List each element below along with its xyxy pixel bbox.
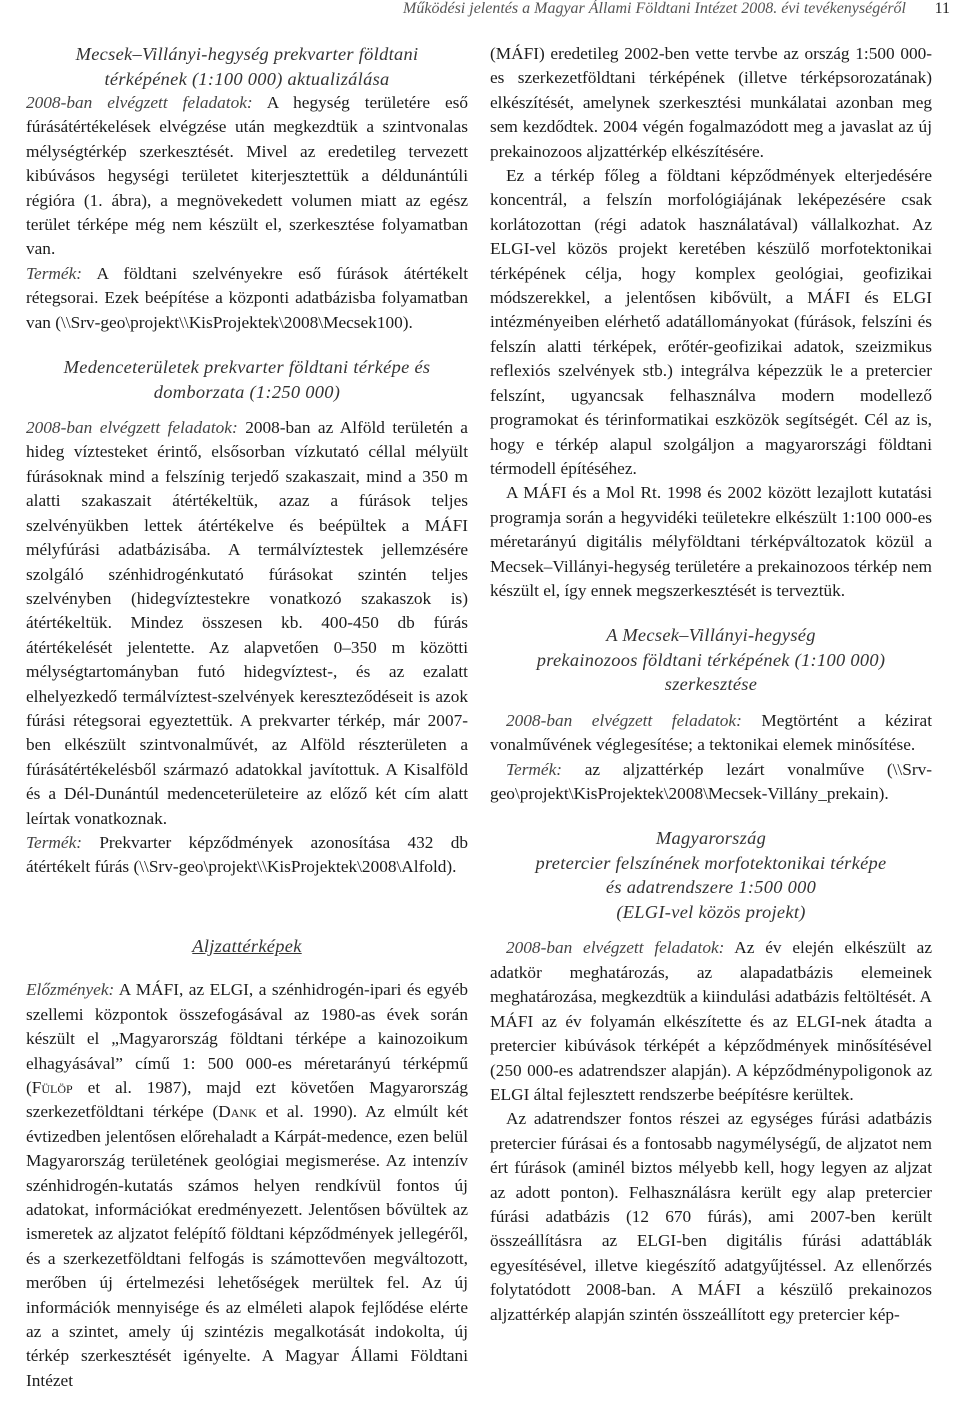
left-column [26,42,468,1393]
section-title-line: domborzata (1:250 000) [153,381,341,402]
paragraph-label: Előzmények: [26,980,115,1000]
author-name: Fülöp [31,1077,73,1097]
paragraph-text: A földtani szelvényekre eső fúrások átértékelt rétegsorai. Ezek beépítése a központi adatbázisba folyamatban van (\\Srv-geo\projekt\\KisProjektek\2008\Mecsek100). [26,263,468,332]
running-title: Működési jelentés a Magyar Állami Földtani Intézet 2008. évi tevékenységéről [403,0,906,17]
section-title-line: A Mecsek–Villányi-hegység [606,625,816,646]
paragraph-label: Termék: [26,832,82,852]
paragraph-text: Megtörtént a kézirat vonalművének véglegesítése; a tektonikai elemek minősítése. [490,710,932,755]
section-title-line: (ELGI-vel közös projekt) [616,901,806,922]
section-title-line: Medenceterületek prekvarter földtani térképe és [63,357,431,378]
paragraph: A MÁFI és a Mol Rt. 1998 és 2002 között lezajlott kutatási programja során a hegyvidéki teületekre elkészült 1:100 000-es méretarányú digitális mélyföldtani térképváltozatok közül a Mecsek–Villányi-hegység területére a prekainozoos térkép nem készült el, így ennek megszerkesztését is terveztük. [490,483,932,600]
paragraph [490,936,932,1107]
paragraph: (MÁFI) eredetileg 2002-ben vette tervbe az ország 1:500 000-es szerkezetföldtani térképének (illetve térképsorozatának) elkészítését, amelynek szerkesztési munkálatai azonban meg sem kezdődtek. 2004 végén fogalmazódott meg a javaslat az új prekainozoos aljzattérkép elkészítésére. [490,44,932,161]
section-title-line: Magyarország [655,828,767,849]
section-title [490,826,932,924]
product-paragraph [26,262,468,335]
paragraph-text: Prekvarter képződmények azonosítása 432 db átértékelt fúrás (\\Srv-geo\projekt\\KisProjektek\2008\Alfold). [26,832,468,877]
paragraph-label: Termék: [26,263,82,283]
section-mecsek-villany [26,42,468,335]
paragraph [26,416,468,831]
paragraph-text: A hegység területére eső fúrásátértékelések elvégzése után megkezdtük a szintvonalas mélységtérkép szerkesztését. Mivel az eredetileg tervezett kibúvásos hegységi területet kiterjesztettük a déldunántúli régióra (1. ábra), a megnövekedett volumen miatt az egész terület térképe még nem készült el, szerkesztése folyamatban van. [26,93,468,259]
section-title-line: térképének (1:100 000) aktualizálása [104,68,390,89]
paragraph-label: Termék: [506,759,562,779]
section-title-line: Mecsek–Villányi-hegység prekvarter földtani [75,44,419,64]
paragraph-label: 2008-ban elvégzett feladatok: [26,93,253,112]
product-paragraph [490,758,932,807]
right-column [490,42,932,1327]
section-morfotektonikai [490,826,932,1327]
paragraph-text: et al. 1990). Az elmúlt két évtizedben jelentősen előrehaladt a Kárpát-medence, ezen belül Magyarország területének geológiai megismerése. Az intenzív szénhidrogén-kutatás számos helyen rendkívül fontos új adatokat, információkat eredményezett. Jelentősen bővültek az ismeretek az aljzatot felépítő földtani képződmények jellegéről, és a szerkezetföldtani felfogás is számottevően megváltozott, merőben új értelmezési lehetőségek merültek fel. Az új információk mennyisége és az elméleti alapok fejlődése elérte az a szintet, amely új szintézis megalkotását indokolta, új térkép szerkesztését igényelte. A Magyar Állami Földtani Intézet [26,1102,468,1390]
product-paragraph [26,831,468,880]
section-title [490,623,932,697]
section-title-line: és adatrendszere 1:500 000 [605,877,817,898]
section-mecsek-prekainozoos [490,623,932,806]
page-number: 11 [934,0,950,17]
paragraph [490,709,932,758]
author-name: Dank [218,1102,257,1122]
paragraph [26,91,468,262]
section-title [26,42,468,91]
section-title: Aljzattérképek [192,935,302,956]
paragraph-text: 2008-ban az Alföld területén a hideg víztesteket érintő, elsősorban vízkutató céllal mélyült fúrásoknak mind a felszínig terjedő szakaszait, mind a 350 m alatti szakaszait átértékeltük, azaz a fúrások teljes szelvényükben lettek átértékelve és beépültek a MÁFI mélyfúrási adatbázisába. A termálvíztestek jellemzésére szolgáló szénhidrogénkutató fúrásokat szintén teljes szelvényben (hidegvíztestekre vonatkozó szakaszok is) átértékeltük. Mindez összesen kb. 400-450 db fúrás átértékelését jelentette. Az alapvetően 0–350 m közötti mélységtartományban futó hidegvíztest-, és az ezalatt elhelyezkedő termálvíztest-szelvények kereszteződéseit is azok fúrási rétegsorai egyeztettük. A prekvarter térkép, már 2007-ben elkészült szintvonalművét, az Alföld részterületen a fúrásátértékelésből származó adatokkal javítottuk. A Kisalföld és a Dél-Dunántúl medenceterületeire az előző két cím alatt leírtak vonatkoznak. [26,418,468,828]
paragraph-text: A MÁFI, az ELGI, a szénhidrogén-ipari és egyéb szellemi központok összefogásával az 1980-as évek során készült el „Magyarország földtani térképe a kainozoikum elhagyásával” című 1: 500 000-es méretarányú térképmű ( [26,980,468,1097]
paragraph: Ez a térkép főleg a földtani képződmények elterjedésére koncentrál, a felszín morfológiájának leképezésére csak korlátozottan (régi adatok használatával) vállalkozhat. Az ELGI-vel közös projekt keretében készülő morfotektonikai térképének célja, hogy komplex geológiai, geofizikai módszerekkel, a jelentősen kibővült, a MÁFI és ELGI intézményeiben elérhető adatállományokat (fúrások, felszíni és felszín alatti térképek, erőtér-geofizikai adatok, szeizmikus reflexiós szelvények stb.) integrálva képezzük le a pretercier felszínt, ugyancsak felhasználva modern modellező programokat és térinformatikai eszközök segítségét. Cél az is, hogy e térkép alapul szolgáljon a magyarországi földtani térmodell építéséhez. [490,166,932,478]
running-header [0,0,960,20]
paragraph [26,978,468,1393]
section-continuation [490,42,932,603]
paragraph-text: Az év elején elkészült az adatkör meghatározás, az alapadatbázis elemeinek meghatározása, megkezdtük a kiindulási adatbázis feltöltését. A MÁFI az év folyamán elkészítette és az ELGI-nek átadta a pretercier kibúvások térképét a képződmények minősítésével (250 000-es adatrendszer alapján). A képződménypoligonok az ELGI által fejlesztett rendszerbe beépítésre kerültek. [490,938,932,1104]
paragraph-label: 2008-ban elvégzett feladatok: [506,710,742,730]
section-title [26,355,468,404]
paragraph-label: 2008-ban elvégzett feladatok: [506,938,725,958]
paragraph-text: et al. 1987), majd ezt követően Magyarország szerkezetföldtani térképe ( [26,1077,468,1122]
paragraph: Az adatrendszer fontos részei az egységes fúrási adatbázis pretercier fúrásai és a fontosabb nagymélységű, de aljzatot nem ért fúrások (aminél biztos mélyebb kell, hogy legyen az aljzat az adott ponton). Felhasználásra került egy alap pretercier fúrási adatbázis (12 670 fúrás), ami 2007-ben került összeállításra az ELGI-ben digitális fúrási adattáblák egyesítésével, illetve kiegészítő adatgyűjtéssel. Az ellenőrzés folytatódott 2008-ban. A MÁFI a készülő prekainozos aljzattérkép alapján szintén összeállított egy pretercier kép- [490,1109,932,1324]
section-medenceteruletek [26,355,468,880]
section-title-line: szerkesztése [664,674,758,695]
section-title-line: pretercier felszínének morfotektonikai térképe [535,852,887,873]
paragraph-text: az aljzattérkép lezárt vonalműve (\\Srv-geo\projekt\KisProjektek\2008\Mecsek-Villány_prekain). [490,759,932,804]
section-aljzatterkepek [26,934,468,1393]
section-title-line: prekainozoos földtani térképének (1:100 000) [536,649,886,670]
paragraph-label: 2008-ban elvégzett feladatok: [26,418,238,438]
